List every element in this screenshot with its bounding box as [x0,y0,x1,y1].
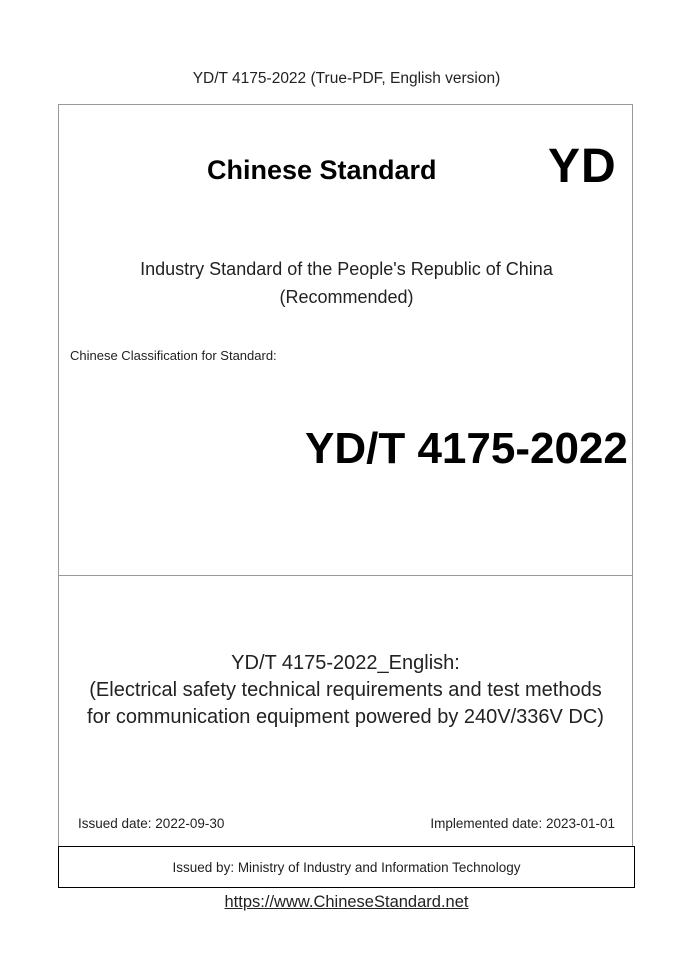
english-title-line: for communication equipment powered by 240V/336V DC) [87,706,604,728]
implemented-date: Implemented date: 2023-01-01 [430,816,615,831]
recommended-label: (Recommended) [279,287,414,307]
cover-frame [58,104,633,887]
standard-number: YD/T 4175-2022 [305,424,628,473]
standard-mark: YD [548,140,617,193]
issuer-label: Issued by: Ministry of Industry and Information Technology [172,859,521,875]
issuer-box [58,846,635,888]
section-divider [58,575,633,576]
english-title-line: YD/T 4175-2022_English: [231,652,460,674]
english-title [58,650,633,731]
document-header: YD/T 4175-2022 (True-PDF, English version) [192,70,501,87]
website-link[interactable]: https://www.ChineseStandard.net [224,893,469,911]
classification-label: Chinese Classification for Standard: [70,348,277,363]
industry-standard-line: Industry Standard of the People's Republic of China [140,259,553,279]
issued-date: Issued date: 2022-09-30 [78,816,225,831]
english-title-line: (Electrical safety technical requirements and test methods [89,679,602,701]
cover-title: Chinese Standard [207,155,437,185]
